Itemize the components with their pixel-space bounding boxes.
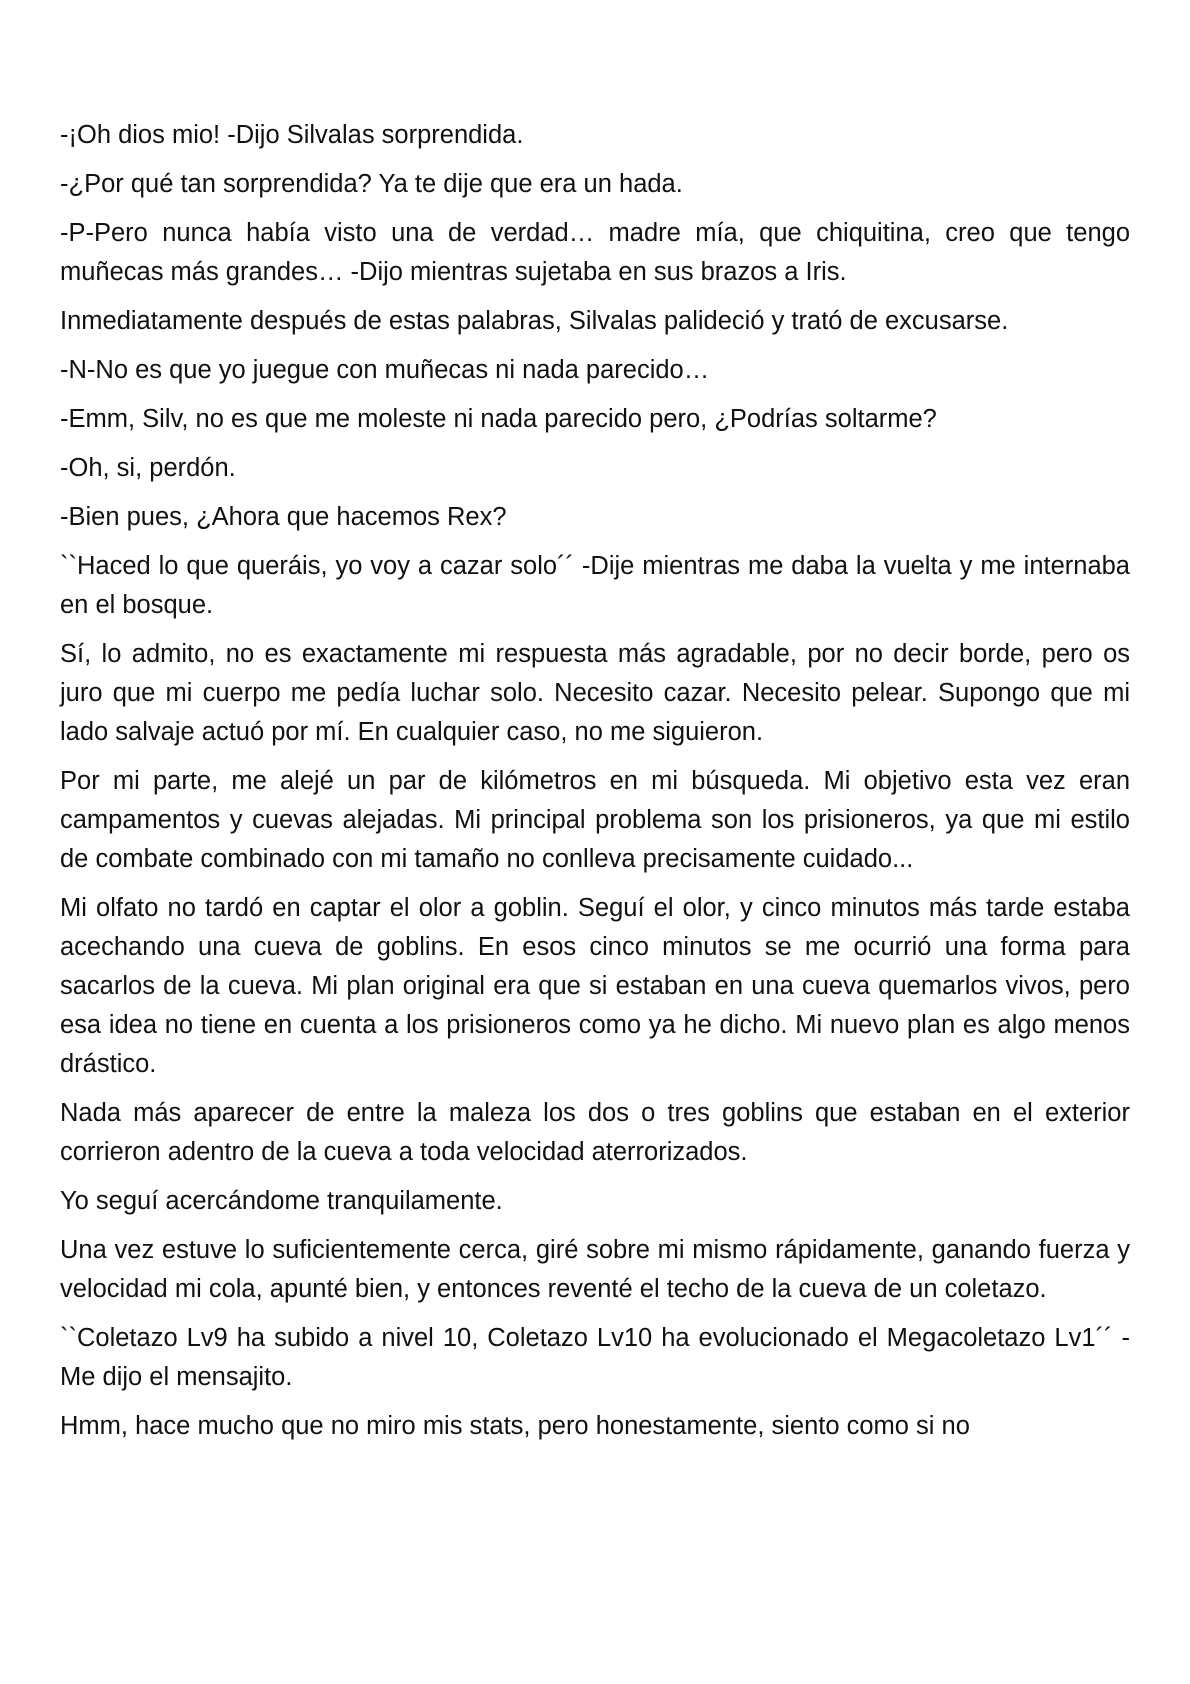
paragraph: Inmediatamente después de estas palabras, Silvalas palideció y trató de excusarse. (60, 307, 1009, 335)
paragraph: Hmm, hace mucho que no miro mis stats, pero honestamente, siento como si no (60, 1412, 970, 1440)
paragraph: Por mi parte, me alejé un par de kilómetros en mi búsqueda. Mi objetivo esta vez eran campamentos y cuevas alejadas. Mi principal problema son los prisioneros, ya que mi estilo de combate combinado con mi tamaño no conlleva precisamente cuidado... (60, 767, 1130, 873)
paragraph: Nada más aparecer de entre la maleza los dos o tres goblins que estaban en el exterior corrieron adentro de la cueva a toda velocidad aterrorizados. (60, 1099, 1130, 1166)
paragraph: Yo seguí acercándome tranquilamente. (60, 1187, 503, 1215)
paragraph: -¿Por qué tan sorprendida? Ya te dije que era un hada. (60, 170, 683, 198)
paragraph: ``Haced lo que queráis, yo voy a cazar solo´´ -Dije mientras me daba la vuelta y me internaba en el bosque. (60, 552, 1130, 619)
paragraph: -¡Oh dios mio! -Dijo Silvalas sorprendida. (60, 121, 524, 149)
paragraph: Mi olfato no tardó en captar el olor a goblin. Seguí el olor, y cinco minutos más tarde estaba acechando una cueva de goblins. En esos cinco minutos se me ocurrió una forma para sacarlos de la cueva. Mi plan original era que si estaban en una cueva quemarlos vivos, pero esa idea no tiene en cuenta a los prisioneros como ya he dicho. Mi nuevo plan es algo menos drástico. (60, 894, 1130, 1078)
paragraph: -N-No es que yo juegue con muñecas ni nada parecido… (60, 356, 710, 384)
paragraph: ``Coletazo Lv9 ha subido a nivel 10, Coletazo Lv10 ha evolucionado el Megacoletazo Lv1´´ -Me dijo el mensajito. (60, 1324, 1130, 1391)
paragraph: Sí, lo admito, no es exactamente mi respuesta más agradable, por no decir borde, pero os juro que mi cuerpo me pedía luchar solo. Necesito cazar. Necesito pelear. Supongo que mi lado salvaje actuó por mí. En cualquier caso, no me siguieron. (60, 640, 1130, 746)
paragraph: -Bien pues, ¿Ahora que hacemos Rex? (60, 503, 507, 531)
paragraph: -Oh, si, perdón. (60, 454, 236, 482)
paragraph: Una vez estuve lo suficientemente cerca, giré sobre mi mismo rápidamente, ganando fuerza y velocidad mi cola, apunté bien, y entonces reventé el techo de la cueva de un coletazo. (60, 1236, 1130, 1303)
paragraph: -Emm, Silv, no es que me moleste ni nada parecido pero, ¿Podrías soltarme? (60, 405, 937, 433)
paragraph: -P-Pero nunca había visto una de verdad… madre mía, que chiquitina, creo que tengo muñecas más grandes… -Dijo mientras sujetaba en sus brazos a Iris. (60, 219, 1130, 286)
document-page (60, 116, 1130, 1456)
